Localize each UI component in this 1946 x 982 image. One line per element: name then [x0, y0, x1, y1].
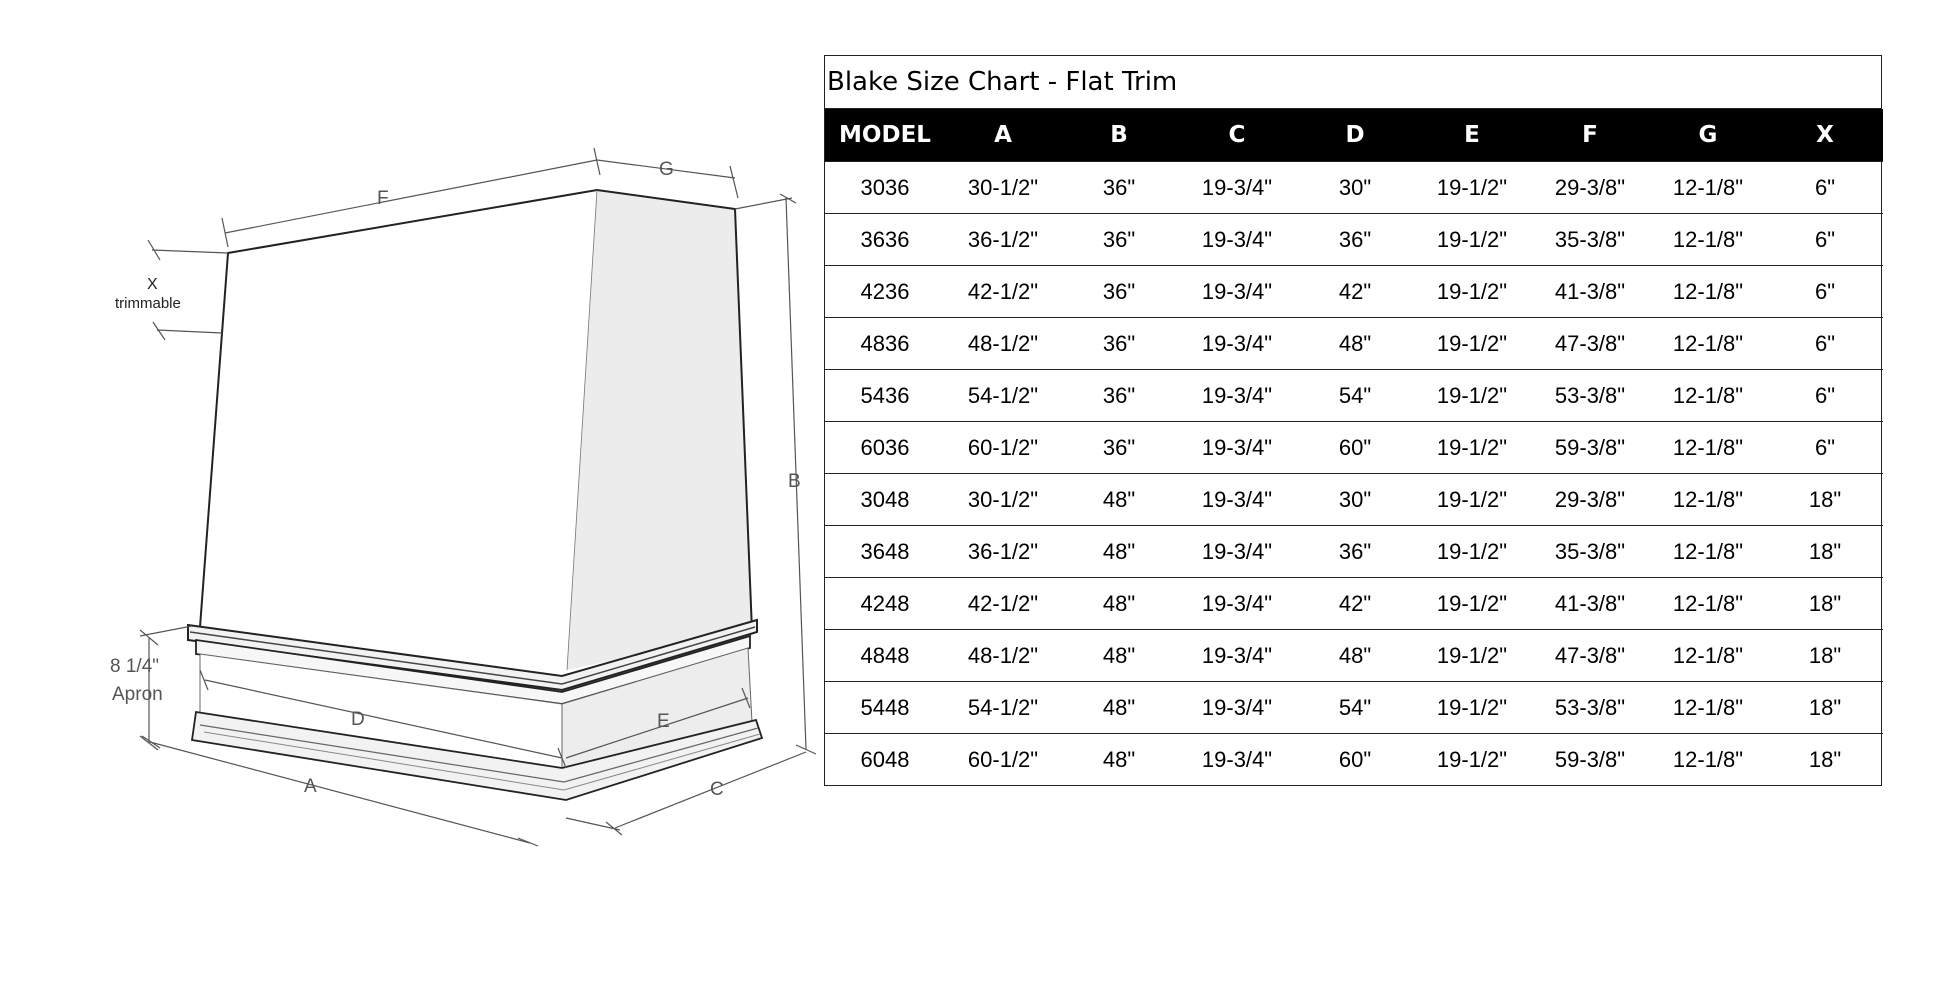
table-row — [825, 682, 1883, 734]
cell-f: 53-3/8" — [1531, 370, 1649, 422]
dimension-label-x: X — [147, 276, 158, 293]
cell-b: 48" — [1061, 578, 1177, 630]
cell-g: 12-1/8" — [1649, 578, 1767, 630]
dimension-label-a: A — [304, 776, 317, 797]
cell-x: 18" — [1767, 578, 1883, 630]
dimension-label-g: G — [659, 159, 674, 180]
cell-a: 30-1/2" — [945, 162, 1061, 214]
dimension-label-c: C — [710, 779, 724, 800]
cell-e: 19-1/2" — [1413, 422, 1531, 474]
column-header-f: F — [1531, 109, 1649, 162]
cell-a: 60-1/2" — [945, 422, 1061, 474]
cell-c: 19-3/4" — [1177, 630, 1297, 682]
cell-e: 19-1/2" — [1413, 214, 1531, 266]
table-header-row — [825, 109, 1883, 162]
cell-model: 3636 — [825, 214, 945, 266]
apron-size-label: 8 1/4" — [110, 656, 160, 677]
cell-c: 19-3/4" — [1177, 214, 1297, 266]
cell-model: 6048 — [825, 734, 945, 786]
table-row — [825, 734, 1883, 786]
cell-b: 36" — [1061, 370, 1177, 422]
table-row — [825, 474, 1883, 526]
cell-a: 54-1/2" — [945, 370, 1061, 422]
cell-model: 3648 — [825, 526, 945, 578]
table-row — [825, 214, 1883, 266]
cell-d: 60" — [1297, 734, 1413, 786]
cell-c: 19-3/4" — [1177, 526, 1297, 578]
cell-c: 19-3/4" — [1177, 266, 1297, 318]
cell-model: 6036 — [825, 422, 945, 474]
cell-a: 42-1/2" — [945, 266, 1061, 318]
table-row — [825, 422, 1883, 474]
cell-x: 18" — [1767, 526, 1883, 578]
cell-model: 4848 — [825, 630, 945, 682]
cell-c: 19-3/4" — [1177, 162, 1297, 214]
size-chart-table — [825, 109, 1883, 785]
cell-d: 54" — [1297, 682, 1413, 734]
cell-x: 6" — [1767, 162, 1883, 214]
cell-x: 18" — [1767, 682, 1883, 734]
cell-x: 6" — [1767, 370, 1883, 422]
dimension-label-d: D — [351, 709, 365, 730]
cell-d: 60" — [1297, 422, 1413, 474]
cell-g: 12-1/8" — [1649, 422, 1767, 474]
cell-c: 19-3/4" — [1177, 474, 1297, 526]
cell-x: 18" — [1767, 630, 1883, 682]
cell-model: 3048 — [825, 474, 945, 526]
cell-a: 48-1/2" — [945, 318, 1061, 370]
cell-a: 54-1/2" — [945, 682, 1061, 734]
cell-d: 36" — [1297, 214, 1413, 266]
apron-label: Apron — [112, 684, 163, 705]
range-hood-diagram — [0, 0, 820, 982]
cell-d: 48" — [1297, 630, 1413, 682]
cell-g: 12-1/8" — [1649, 630, 1767, 682]
cell-a: 42-1/2" — [945, 578, 1061, 630]
cell-a: 48-1/2" — [945, 630, 1061, 682]
cell-b: 48" — [1061, 682, 1177, 734]
column-header-a: A — [945, 109, 1061, 162]
cell-f: 35-3/8" — [1531, 526, 1649, 578]
cell-g: 12-1/8" — [1649, 162, 1767, 214]
cell-b: 36" — [1061, 266, 1177, 318]
cell-b: 36" — [1061, 318, 1177, 370]
cell-e: 19-1/2" — [1413, 526, 1531, 578]
cell-a: 30-1/2" — [945, 474, 1061, 526]
cell-model: 5448 — [825, 682, 945, 734]
cell-x: 18" — [1767, 474, 1883, 526]
table-row — [825, 526, 1883, 578]
cell-e: 19-1/2" — [1413, 162, 1531, 214]
cell-x: 6" — [1767, 318, 1883, 370]
cell-a: 36-1/2" — [945, 526, 1061, 578]
column-header-c: C — [1177, 109, 1297, 162]
cell-b: 36" — [1061, 422, 1177, 474]
cell-f: 53-3/8" — [1531, 682, 1649, 734]
column-header-model: MODEL — [825, 109, 945, 162]
cell-c: 19-3/4" — [1177, 734, 1297, 786]
column-header-x: X — [1767, 109, 1883, 162]
cell-e: 19-1/2" — [1413, 266, 1531, 318]
cell-model: 4836 — [825, 318, 945, 370]
dimension-label-f: F — [377, 188, 389, 209]
dimension-label-b: B — [788, 471, 801, 492]
cell-model: 5436 — [825, 370, 945, 422]
column-header-d: D — [1297, 109, 1413, 162]
cell-b: 48" — [1061, 734, 1177, 786]
cell-c: 19-3/4" — [1177, 422, 1297, 474]
cell-c: 19-3/4" — [1177, 682, 1297, 734]
cell-g: 12-1/8" — [1649, 526, 1767, 578]
cell-c: 19-3/4" — [1177, 578, 1297, 630]
cell-f: 59-3/8" — [1531, 422, 1649, 474]
table-row — [825, 266, 1883, 318]
cell-model: 4236 — [825, 266, 945, 318]
table-row — [825, 162, 1883, 214]
dimension-apron — [110, 626, 192, 750]
cell-b: 48" — [1061, 630, 1177, 682]
cell-x: 6" — [1767, 422, 1883, 474]
cell-b: 48" — [1061, 474, 1177, 526]
size-chart-title: Blake Size Chart - Flat Trim — [825, 56, 1881, 109]
cell-a: 60-1/2" — [945, 734, 1061, 786]
cell-g: 12-1/8" — [1649, 734, 1767, 786]
cell-g: 12-1/8" — [1649, 370, 1767, 422]
trimmable-label: trimmable — [115, 295, 181, 312]
table-row — [825, 318, 1883, 370]
cell-d: 54" — [1297, 370, 1413, 422]
cell-x: 6" — [1767, 266, 1883, 318]
column-header-g: G — [1649, 109, 1767, 162]
cell-f: 35-3/8" — [1531, 214, 1649, 266]
cell-x: 6" — [1767, 214, 1883, 266]
cell-e: 19-1/2" — [1413, 474, 1531, 526]
cell-f: 59-3/8" — [1531, 734, 1649, 786]
cell-f: 47-3/8" — [1531, 318, 1649, 370]
cell-d: 30" — [1297, 162, 1413, 214]
cell-c: 19-3/4" — [1177, 370, 1297, 422]
dimension-label-e: E — [657, 711, 670, 732]
cell-g: 12-1/8" — [1649, 682, 1767, 734]
cell-f: 29-3/8" — [1531, 162, 1649, 214]
cell-e: 19-1/2" — [1413, 734, 1531, 786]
dimension-x — [115, 240, 228, 340]
cell-e: 19-1/2" — [1413, 630, 1531, 682]
table-row — [825, 630, 1883, 682]
cell-f: 47-3/8" — [1531, 630, 1649, 682]
hood-front-face — [200, 190, 597, 670]
hood-side-face — [567, 190, 752, 670]
cell-g: 12-1/8" — [1649, 474, 1767, 526]
cell-g: 12-1/8" — [1649, 318, 1767, 370]
size-chart — [824, 55, 1882, 786]
cell-g: 12-1/8" — [1649, 214, 1767, 266]
cell-f: 41-3/8" — [1531, 266, 1649, 318]
cell-b: 36" — [1061, 214, 1177, 266]
cell-d: 42" — [1297, 266, 1413, 318]
cell-g: 12-1/8" — [1649, 266, 1767, 318]
cell-d: 48" — [1297, 318, 1413, 370]
cell-c: 19-3/4" — [1177, 318, 1297, 370]
cell-x: 18" — [1767, 734, 1883, 786]
cell-d: 42" — [1297, 578, 1413, 630]
cell-e: 19-1/2" — [1413, 578, 1531, 630]
cell-model: 4248 — [825, 578, 945, 630]
column-header-b: B — [1061, 109, 1177, 162]
cell-f: 41-3/8" — [1531, 578, 1649, 630]
cell-b: 48" — [1061, 526, 1177, 578]
cell-model: 3036 — [825, 162, 945, 214]
table-row — [825, 370, 1883, 422]
column-header-e: E — [1413, 109, 1531, 162]
table-row — [825, 578, 1883, 630]
table-body — [825, 162, 1883, 786]
cell-d: 30" — [1297, 474, 1413, 526]
cell-d: 36" — [1297, 526, 1413, 578]
cell-e: 19-1/2" — [1413, 370, 1531, 422]
cell-e: 19-1/2" — [1413, 318, 1531, 370]
cell-b: 36" — [1061, 162, 1177, 214]
cell-e: 19-1/2" — [1413, 682, 1531, 734]
cell-f: 29-3/8" — [1531, 474, 1649, 526]
cell-a: 36-1/2" — [945, 214, 1061, 266]
